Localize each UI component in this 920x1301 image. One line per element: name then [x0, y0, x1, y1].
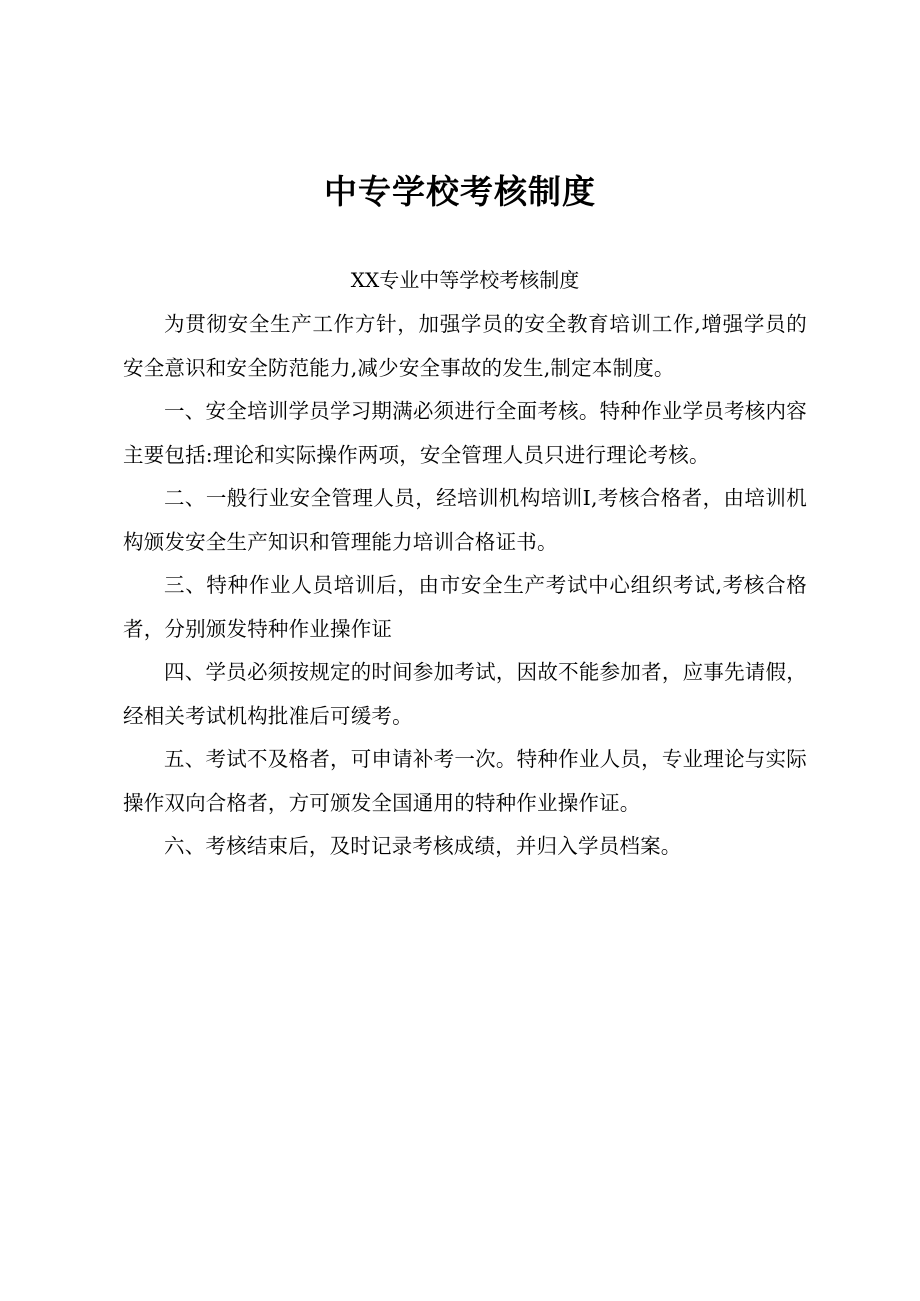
paragraph-item-5: 五、考试不及格者，可申请补考一次。特种作业人员，专业理论与实际操作双向合格者，方可颁发全国通用的特种作业操作证。 — [123, 747, 807, 815]
paragraph-item-3: 三、特种作业人员培训后，由市安全生产考试中心组织考试,考核合格者，分别颁发特种作业操作证 — [123, 573, 807, 641]
paragraph-item-6: 六、考核结束后，及时记录考核成绩，并归入学员档案。 — [164, 834, 682, 858]
paragraph-intro: 为贯彻安全生产工作方针，加强学员的安全教育培训工作,增强学员的安全意识和安全防范能力,减少安全事故的发生,制定本制度。 — [123, 312, 807, 380]
document-body — [123, 303, 807, 869]
document-title: 中专学校考核制度 — [324, 172, 596, 211]
paragraph-item-4: 四、学员必须按规定的时间参加考试，因故不能参加者，应事先请假，经相关考试机构批准后可缓考。 — [123, 660, 807, 728]
document-subtitle: XX专业中等学校考核制度 — [350, 268, 580, 292]
paragraph-item-2: 二、一般行业安全管理人员，经培训机构培训I,考核合格者，由培训机构颁发安全生产知识和管理能力培训合格证书。 — [123, 486, 807, 554]
paragraph-item-1: 一、安全培训学员学习期满必须进行全面考核。特种作业学员考核内容主要包括:理论和实际操作两项，安全管理人员只进行理论考核。 — [123, 399, 807, 467]
